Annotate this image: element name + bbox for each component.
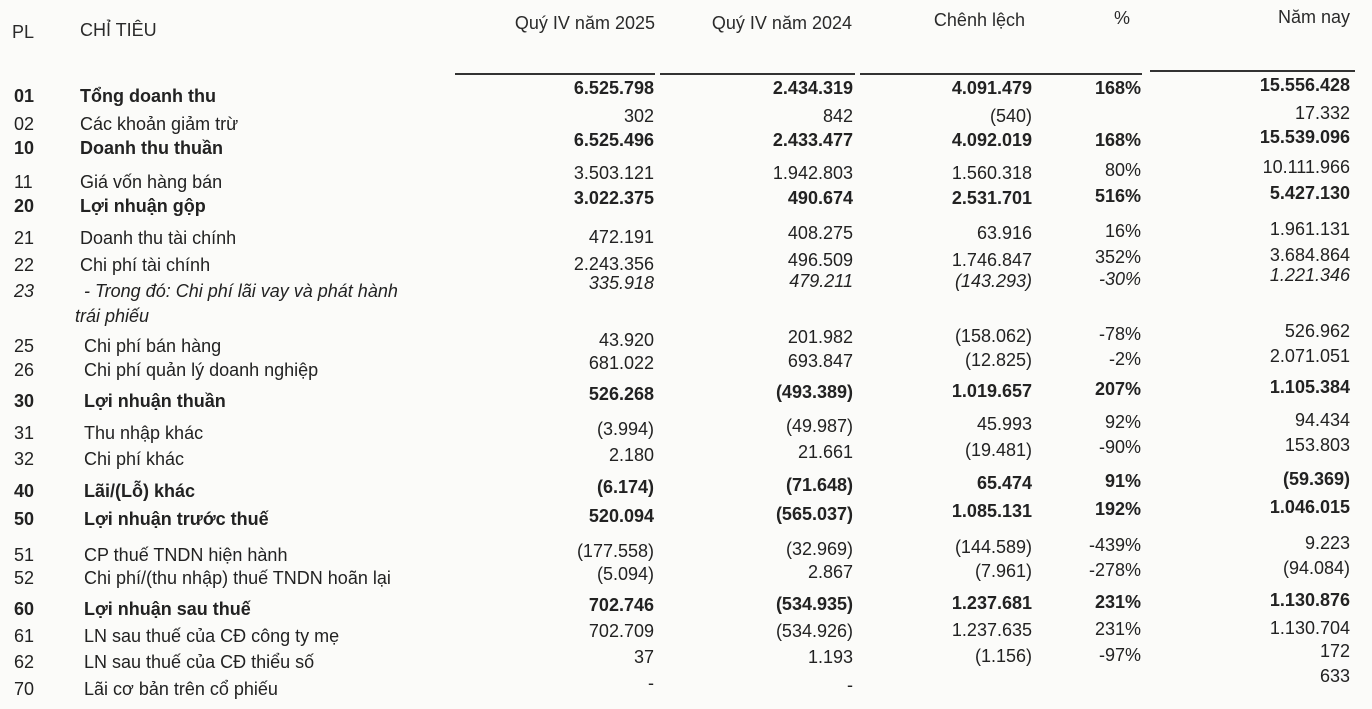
- value-change: (158.062): [954, 326, 1032, 346]
- table-row: [0, 641, 1372, 674]
- row-code: 60: [14, 599, 35, 619]
- value-year: (94.084): [1282, 558, 1350, 578]
- value-year: 10.111.966: [1262, 157, 1350, 177]
- table-row: [0, 219, 1372, 250]
- table-row: [0, 558, 1372, 590]
- value-year: 15.539.096: [1259, 127, 1350, 147]
- value-q4-2024: 2.433.477: [772, 130, 853, 150]
- table-row: [0, 590, 1372, 621]
- header-rule-q4-2024: [660, 73, 855, 75]
- value-q4-2024: 2.434.319: [772, 78, 853, 98]
- row-code: 02: [14, 114, 35, 134]
- value-q4-2024: 21.661: [797, 442, 853, 462]
- value-change: 1.085.131: [951, 501, 1032, 521]
- value-q4-2025: 472.191: [588, 227, 654, 247]
- table-row: [0, 75, 1372, 108]
- value-q4-2025: 37: [633, 647, 654, 667]
- value-q4-2024: 1.942.803: [772, 163, 853, 183]
- row-label: Doanh thu tài chính: [80, 228, 237, 248]
- value-percent: -439%: [1088, 535, 1141, 555]
- value-q4-2025: 520.094: [588, 506, 654, 526]
- value-year: 1.221.346: [1269, 265, 1350, 285]
- row-label: Chi phí bán hàng: [84, 336, 222, 356]
- value-percent: -30%: [1098, 269, 1141, 289]
- value-q4-2025: 702.746: [588, 595, 654, 615]
- row-code: 61: [14, 626, 35, 646]
- header-chenh-lech: Chênh lệch: [933, 10, 1025, 30]
- table-row: [0, 618, 1372, 648]
- value-year: 1.961.131: [1269, 219, 1350, 239]
- row-code: 52: [14, 568, 35, 588]
- value-percent: 192%: [1094, 499, 1141, 519]
- value-q4-2024: 693.847: [787, 351, 853, 371]
- value-q4-2025: 2.180: [608, 445, 654, 465]
- value-year: 9.223: [1304, 533, 1350, 553]
- value-change: 1.746.847: [951, 250, 1032, 270]
- row-label: Chi phí/(thu nhập) thuế TNDN hoãn lại: [84, 568, 391, 588]
- header-rule-chenh-lech: [860, 73, 1142, 75]
- header-rule-nam-nay: [1150, 70, 1355, 72]
- value-year: 633: [1319, 666, 1350, 686]
- value-year: 1.046.015: [1269, 497, 1350, 517]
- table-row: [0, 321, 1372, 358]
- table-row: [0, 497, 1372, 531]
- value-change: 4.091.479: [951, 78, 1032, 98]
- row-label: Lãi/(Lỗ) khác: [84, 481, 196, 501]
- row-label: Chi phí tài chính: [80, 255, 211, 275]
- value-change: (540): [989, 106, 1032, 126]
- row-code: 11: [14, 172, 33, 192]
- value-year: 17.332: [1294, 103, 1350, 123]
- value-percent: -278%: [1088, 560, 1141, 580]
- row-code: 62: [14, 652, 35, 672]
- header-pl: PL: [12, 22, 35, 42]
- table-row: [0, 410, 1372, 445]
- row-label: Lãi cơ bản trên cổ phiếu: [84, 679, 278, 699]
- row-label: Doanh thu thuần: [80, 138, 223, 158]
- value-q4-2025: -: [648, 673, 654, 693]
- row-code: 70: [14, 679, 35, 699]
- row-code: 25: [14, 336, 35, 356]
- row-label: Lợi nhuận sau thuế: [84, 599, 251, 619]
- value-q4-2025: 681.022: [588, 353, 654, 373]
- row-label-continuation: trái phiếu: [75, 306, 150, 326]
- value-percent: 168%: [1094, 78, 1141, 98]
- value-year: 5.427.130: [1269, 183, 1350, 203]
- value-q4-2025: (177.558): [576, 541, 654, 561]
- value-percent: 92%: [1104, 412, 1141, 432]
- value-q4-2025: (5.094): [596, 564, 654, 584]
- value-percent: 231%: [1094, 592, 1141, 612]
- value-year: 1.130.876: [1269, 590, 1350, 610]
- row-code: 21: [14, 228, 35, 248]
- value-year: 172: [1319, 641, 1350, 661]
- value-q4-2025: 702.709: [588, 621, 654, 641]
- value-q4-2024: (49.987): [785, 416, 853, 436]
- row-label: Lợi nhuận thuần: [84, 391, 226, 411]
- value-q4-2024: 496.509: [787, 250, 853, 270]
- value-change: (1.156): [974, 646, 1032, 666]
- table-row: [0, 435, 1372, 471]
- value-change: 4.092.019: [951, 130, 1032, 150]
- value-percent: -78%: [1098, 324, 1141, 344]
- row-label: LN sau thuế của CĐ thiểu số: [84, 652, 315, 672]
- row-label: Thu nhập khác: [84, 423, 204, 443]
- row-label: - Trong đó: Chi phí lãi vay và phát hành: [84, 281, 398, 301]
- table-row: [0, 533, 1372, 567]
- value-q4-2025: 3.503.121: [573, 163, 654, 183]
- value-percent: -90%: [1098, 437, 1141, 457]
- row-label: CP thuế TNDN hiện hành: [84, 545, 288, 565]
- header-q4-2025: Quý IV năm 2025: [514, 13, 655, 33]
- table-row: [0, 183, 1372, 218]
- value-percent: 231%: [1094, 619, 1141, 639]
- value-q4-2024: -: [847, 675, 853, 695]
- row-label: Chi phí quản lý doanh nghiệp: [84, 360, 319, 380]
- row-code: 31: [14, 423, 35, 443]
- value-percent: 516%: [1094, 186, 1141, 206]
- value-change: (19.481): [964, 440, 1032, 460]
- header-nam-nay: Năm nay: [1277, 7, 1350, 27]
- value-q4-2024: (534.926): [775, 621, 853, 641]
- table-row: [0, 377, 1372, 413]
- value-q4-2024: 408.275: [787, 223, 853, 243]
- row-code: 26: [14, 360, 35, 380]
- value-change: 63.916: [976, 223, 1032, 243]
- value-q4-2024: 201.982: [787, 327, 853, 347]
- value-q4-2025: 3.022.375: [573, 188, 654, 208]
- table-row: [0, 245, 1372, 277]
- value-q4-2025: 6.525.798: [573, 78, 654, 98]
- value-year: (59.369): [1282, 469, 1350, 489]
- table-row: [0, 469, 1372, 503]
- value-q4-2025: 43.920: [598, 330, 654, 350]
- row-label: Các khoản giảm trừ: [80, 114, 239, 134]
- value-q4-2025: (6.174): [596, 477, 654, 497]
- value-q4-2025: 302: [623, 106, 654, 126]
- value-change: (144.589): [954, 537, 1032, 557]
- row-code: 01: [14, 86, 35, 106]
- value-change: (143.293): [954, 271, 1032, 291]
- value-change: 1.560.318: [951, 163, 1032, 183]
- value-q4-2025: 335.918: [588, 273, 654, 293]
- value-percent: -2%: [1108, 349, 1141, 369]
- table-row: [0, 666, 1372, 701]
- value-q4-2025: (3.994): [596, 419, 654, 439]
- value-year: 3.684.864: [1269, 245, 1350, 265]
- header-q4-2024: Quý IV năm 2024: [711, 13, 852, 33]
- row-label: LN sau thuế của CĐ công ty mẹ: [84, 626, 340, 646]
- row-label: Tổng doanh thu: [80, 86, 216, 106]
- value-q4-2024: (534.935): [775, 594, 853, 614]
- value-percent: -97%: [1098, 645, 1141, 665]
- value-percent: 352%: [1094, 247, 1141, 267]
- table-row: [0, 157, 1372, 194]
- value-q4-2024: 842: [822, 106, 853, 126]
- value-change: 65.474: [976, 473, 1032, 493]
- value-year: 15.556.428: [1259, 75, 1350, 95]
- value-change: 1.019.657: [951, 381, 1032, 401]
- value-q4-2024: 2.867: [807, 562, 853, 582]
- value-q4-2025: 6.525.496: [573, 130, 654, 150]
- value-change: 2.531.701: [951, 188, 1032, 208]
- value-q4-2024: (565.037): [775, 504, 853, 524]
- value-q4-2024: (71.648): [785, 475, 853, 495]
- table-row: [0, 127, 1372, 160]
- row-code: 51: [14, 545, 35, 565]
- value-change: 45.993: [976, 414, 1032, 434]
- row-label: Lợi nhuận trước thuế: [84, 509, 269, 529]
- row-code: 20: [14, 196, 35, 216]
- value-year: 1.130.704: [1269, 618, 1350, 638]
- row-label: Giá vốn hàng bán: [80, 172, 223, 192]
- row-label: Lợi nhuận gộp: [80, 196, 206, 216]
- value-percent: 80%: [1104, 160, 1141, 180]
- value-q4-2024: 490.674: [787, 188, 853, 208]
- row-code: 23: [14, 281, 35, 301]
- value-q4-2024: 1.193: [807, 647, 853, 667]
- value-percent: 168%: [1094, 130, 1141, 150]
- row-code: 40: [14, 481, 35, 501]
- value-q4-2025: 2.243.356: [573, 254, 654, 274]
- value-percent: 91%: [1104, 471, 1141, 491]
- value-change: (12.825): [964, 350, 1032, 370]
- value-percent: 207%: [1094, 379, 1141, 399]
- value-year: 526.962: [1284, 321, 1350, 341]
- row-code: 50: [14, 509, 35, 529]
- row-code: 32: [14, 449, 35, 469]
- table-row: [0, 103, 1372, 136]
- value-year: 94.434: [1294, 410, 1350, 430]
- row-code: 22: [14, 255, 35, 275]
- value-year: 153.803: [1284, 435, 1350, 455]
- value-change: (7.961): [974, 561, 1032, 581]
- row-label: Chi phí khác: [84, 449, 185, 469]
- value-q4-2025: 526.268: [588, 384, 654, 404]
- value-q4-2024: (493.389): [775, 382, 853, 402]
- header-percent: %: [1113, 8, 1130, 28]
- value-change: 1.237.635: [951, 620, 1032, 640]
- value-q4-2024: 479.211: [789, 271, 853, 291]
- value-year: 1.105.384: [1269, 377, 1350, 397]
- header-rule-q4-2025: [455, 73, 655, 75]
- value-percent: 16%: [1104, 221, 1141, 241]
- header-chi-tieu: CHỈ TIÊU: [80, 20, 157, 40]
- row-code: 30: [14, 391, 35, 411]
- value-q4-2024: (32.969): [785, 539, 853, 559]
- value-change: 1.237.681: [951, 593, 1032, 613]
- row-code: 10: [14, 138, 35, 158]
- value-year: 2.071.051: [1269, 346, 1350, 366]
